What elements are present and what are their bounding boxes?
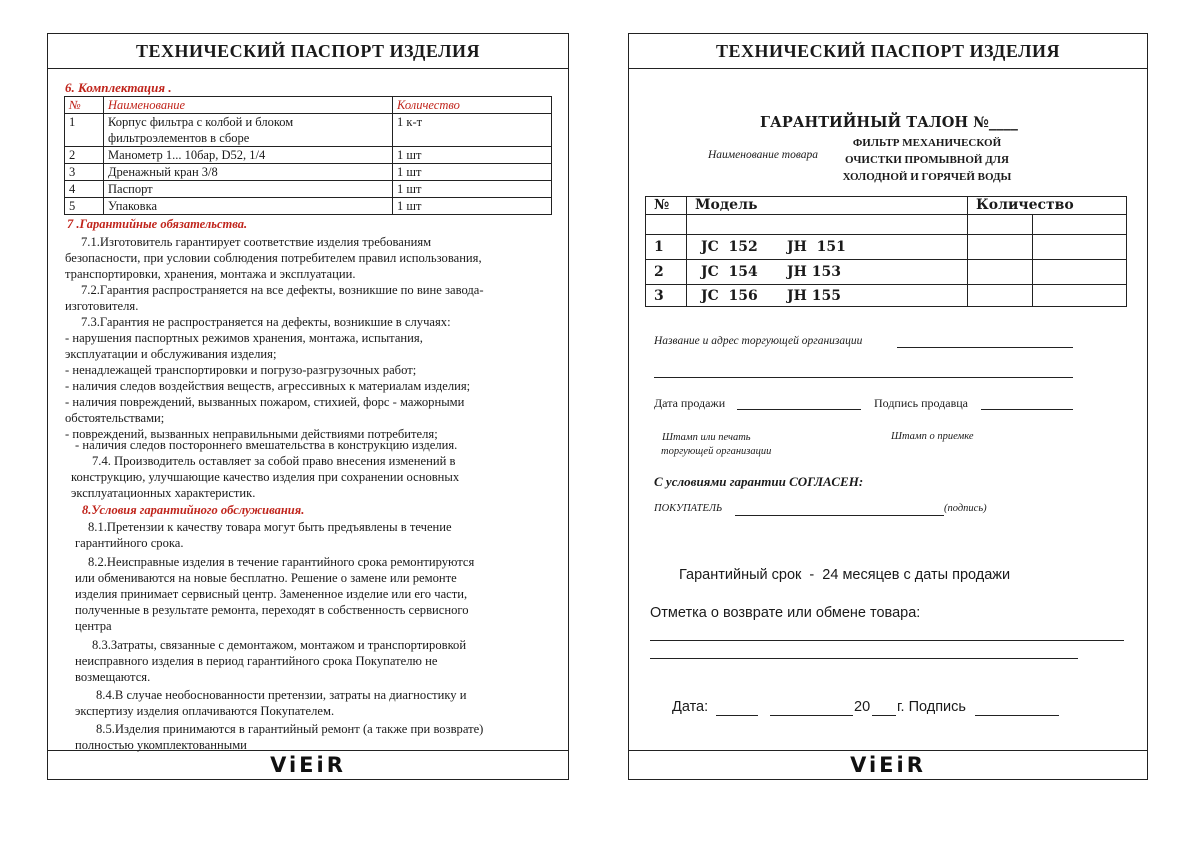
section-6-title: 6. Комплектация . — [65, 80, 172, 95]
model-table-header-model: Модель — [687, 197, 968, 215]
spacer-cell — [968, 215, 1033, 235]
text-line: 8.2.Неисправные изделия в течение гарантийного срока ремонтируются — [88, 555, 475, 569]
text-line: - наличия повреждений, вызванных пожаром, стихией, форс - мажорными — [65, 395, 465, 409]
model-row-model: JC 152 JH 151 — [687, 235, 968, 260]
text-line: безопасности, при условии соблюдения потребителем правил использования, — [65, 251, 482, 265]
date-month-line — [770, 715, 853, 716]
row-qty: 1 шт — [393, 198, 552, 215]
table-row — [646, 215, 1127, 235]
date-label: Дата: — [672, 699, 709, 715]
vieir-logo: ViEiR — [850, 753, 926, 777]
row-num: 5 — [65, 198, 104, 215]
right-page-footer — [629, 750, 1147, 779]
table-row — [646, 285, 1127, 307]
table-row — [65, 198, 552, 215]
table-row — [646, 235, 1127, 260]
row-num: 1 — [65, 114, 104, 147]
qty-cell — [1033, 260, 1127, 285]
buyer-signature-line — [735, 515, 944, 516]
final-signature-line — [975, 715, 1059, 716]
text-line: 7.3.Гарантия не распространяется на дефекты, возникшие в случаях: — [81, 315, 451, 329]
model-row-model: JC 156 JH 155 — [687, 285, 968, 307]
text-line: 7.1.Изготовитель гарантирует соответствие изделия требованиям — [81, 235, 432, 249]
seller-signature-label: Подпись продавца — [874, 396, 968, 410]
table-row — [65, 147, 552, 164]
text-line: 7.4. Производитель оставляет за собой право внесения изменений в — [92, 454, 456, 468]
product-label: Наименование товара — [708, 149, 819, 161]
text-line: эксплуатации и обслуживания изделия; — [65, 347, 277, 361]
stamp-line: торгующей организации — [661, 446, 772, 457]
text-line: 7.2.Гарантия распространяется на все дефекты, возникшие по вине завода- — [81, 283, 484, 297]
text-line: 8.5.Изделия принимаются в гарантийный ремонт (а также при возврате) — [96, 722, 484, 736]
text-line: - наличия следов воздействия веществ, агрессивных к материалам изделия; — [65, 379, 471, 393]
date-day-line — [716, 715, 758, 716]
spacer-cell — [646, 215, 687, 235]
org-line — [897, 347, 1073, 348]
row-name: Паспорт — [104, 181, 393, 198]
left-page — [47, 33, 569, 780]
text-line: 8.1.Претензии к качеству товара могут быть предъявлены в течение — [88, 520, 452, 534]
product-name-line: ХОЛОДНОЙ И ГОРЯЧЕЙ ВОДЫ — [842, 171, 1012, 183]
text-line: конструкцию, улучшающие качество изделия при сохранении основных — [71, 470, 460, 484]
row-num: 2 — [65, 147, 104, 164]
seller-signature-line — [981, 409, 1073, 410]
section-7-body — [65, 234, 484, 501]
right-page — [628, 33, 1148, 780]
text-line: или обмениваются на новые бесплатно. Решение о замене или ремонте — [75, 571, 457, 585]
text-line: - наличия следов постороннего вмешательства в конструкцию изделия. — [75, 438, 458, 452]
table-header-qty: Количество — [393, 97, 552, 114]
qty-cell — [1033, 285, 1127, 307]
agreement-text: С условиями гарантии СОГЛАСЕН: — [654, 474, 864, 489]
year-line — [872, 715, 896, 716]
model-table — [645, 196, 1127, 307]
text-line: - ненадлежащей транспортировки и погрузо-разгрузочных работ; — [65, 363, 417, 377]
model-table-header-num: № — [646, 197, 687, 215]
stamp-line: Штамп или печать — [662, 432, 751, 443]
row-qty: 1 к-т — [393, 114, 552, 147]
completeness-table — [64, 96, 552, 215]
spacer-cell — [1033, 215, 1127, 235]
text-line: 8.3.Затраты, связанные с демонтажом, монтажом и транспортировкой — [92, 638, 467, 652]
product-name-line: ОЧИСТКИ ПРОМЫВНОЙ ДЛЯ — [845, 154, 1009, 166]
year-prefix: 20 — [854, 699, 871, 715]
row-name: Дренажный кран 3/8 — [104, 164, 393, 181]
row-name — [104, 114, 393, 147]
row-name: Манометр 1... 10бар, D52, 1/4 — [104, 147, 393, 164]
stamp-acceptance: Штамп о приемке — [891, 431, 974, 442]
vieir-logo: ViEiR — [270, 753, 346, 777]
text-line: 8.4.В случае необоснованности претензии, затраты на диагностику и — [96, 688, 467, 702]
row-name: Упаковка — [104, 198, 393, 215]
org-line-2 — [654, 377, 1073, 378]
qty-cell — [968, 235, 1033, 260]
text-line: эксплуатационных характеристик. — [71, 486, 256, 500]
return-line-2 — [650, 658, 1078, 659]
table-row — [65, 114, 552, 147]
section-7-title: 7 .Гарантийные обязательства. — [67, 217, 248, 231]
text-line: возмещаются. — [75, 670, 151, 684]
text-line: - нарушения паспортных режимов хранения, монтажа, испытания, — [65, 331, 423, 345]
row-name-line: фильтроэлементов в сборе — [108, 131, 250, 145]
model-row-model: JC 154 JH 153 — [687, 260, 968, 285]
table-row — [65, 164, 552, 181]
table-row — [65, 181, 552, 198]
model-table-header-qty: Количество — [968, 197, 1127, 215]
text-line: обстоятельствами; — [65, 411, 165, 425]
signature-hint: (подпись) — [944, 503, 987, 514]
text-line: экспертизу изделия оплачиваются Покупателем. — [75, 704, 335, 718]
left-page-footer — [48, 750, 568, 779]
qty-cell — [1033, 235, 1127, 260]
model-row-num: 3 — [646, 285, 687, 307]
row-num: 4 — [65, 181, 104, 198]
text-line: изготовителя. — [65, 299, 139, 313]
product-name — [837, 135, 1017, 186]
left-page-header: ТЕХНИЧЕСКИЙ ПАСПОРТ ИЗДЕЛИЯ — [48, 34, 568, 69]
warranty-period: Гарантийный срок - 24 месяцев с даты продажи — [679, 567, 1011, 583]
text-line: центра — [75, 619, 112, 633]
org-label: Название и адрес торгующей организации — [654, 335, 863, 347]
text-line: неисправного изделия в период гарантийного срока Покупателю не — [75, 654, 438, 668]
qty-cell — [968, 260, 1033, 285]
text-line: изделия принимает сервисный центр. Замененное изделие или его части, — [75, 587, 468, 601]
text-line: полученные в результате ремонта, переходят в собственность сервисного — [75, 603, 469, 617]
row-num: 3 — [65, 164, 104, 181]
section-8-title: 8.Условия гарантийного обслуживания. — [82, 503, 305, 517]
table-row — [646, 260, 1127, 285]
year-suffix-signature: г. Подпись — [897, 699, 966, 715]
row-qty: 1 шт — [393, 164, 552, 181]
text-line: - повреждений, вызванных неправильными действиями потребителя; — [65, 427, 438, 441]
row-qty: 1 шт — [393, 147, 552, 164]
buyer-label: ПОКУПАТЕЛЬ — [654, 503, 723, 514]
model-row-num: 2 — [646, 260, 687, 285]
model-row-num: 1 — [646, 235, 687, 260]
text-line: транспортировки, хранения, монтажа и эксплуатации. — [65, 267, 356, 281]
product-name-line: ФИЛЬТР МЕХАНИЧЕСКОЙ — [852, 137, 1002, 149]
qty-cell — [968, 285, 1033, 307]
table-header-num: № — [65, 97, 104, 114]
sale-date-line — [737, 409, 861, 410]
warranty-coupon-title: ГАРАНТИЙНЫЙ ТАЛОН №____ — [760, 114, 1018, 131]
table-header-name: Наименование — [104, 97, 393, 114]
return-note: Отметка о возврате или обмене товара: — [650, 605, 921, 621]
return-line-1 — [650, 640, 1124, 641]
section-8-body — [75, 519, 483, 753]
row-qty: 1 шт — [393, 181, 552, 198]
sale-date-label: Дата продажи — [654, 396, 726, 410]
row-name-line: Корпус фильтра с колбой и блоком — [108, 115, 294, 129]
text-line: гарантийного срока. — [75, 536, 184, 550]
right-page-header: ТЕХНИЧЕСКИЙ ПАСПОРТ ИЗДЕЛИЯ — [629, 34, 1147, 69]
stamp-trade-org — [662, 431, 771, 459]
spacer-cell — [687, 215, 968, 235]
text-line: полностью укомплектованными — [75, 738, 247, 752]
